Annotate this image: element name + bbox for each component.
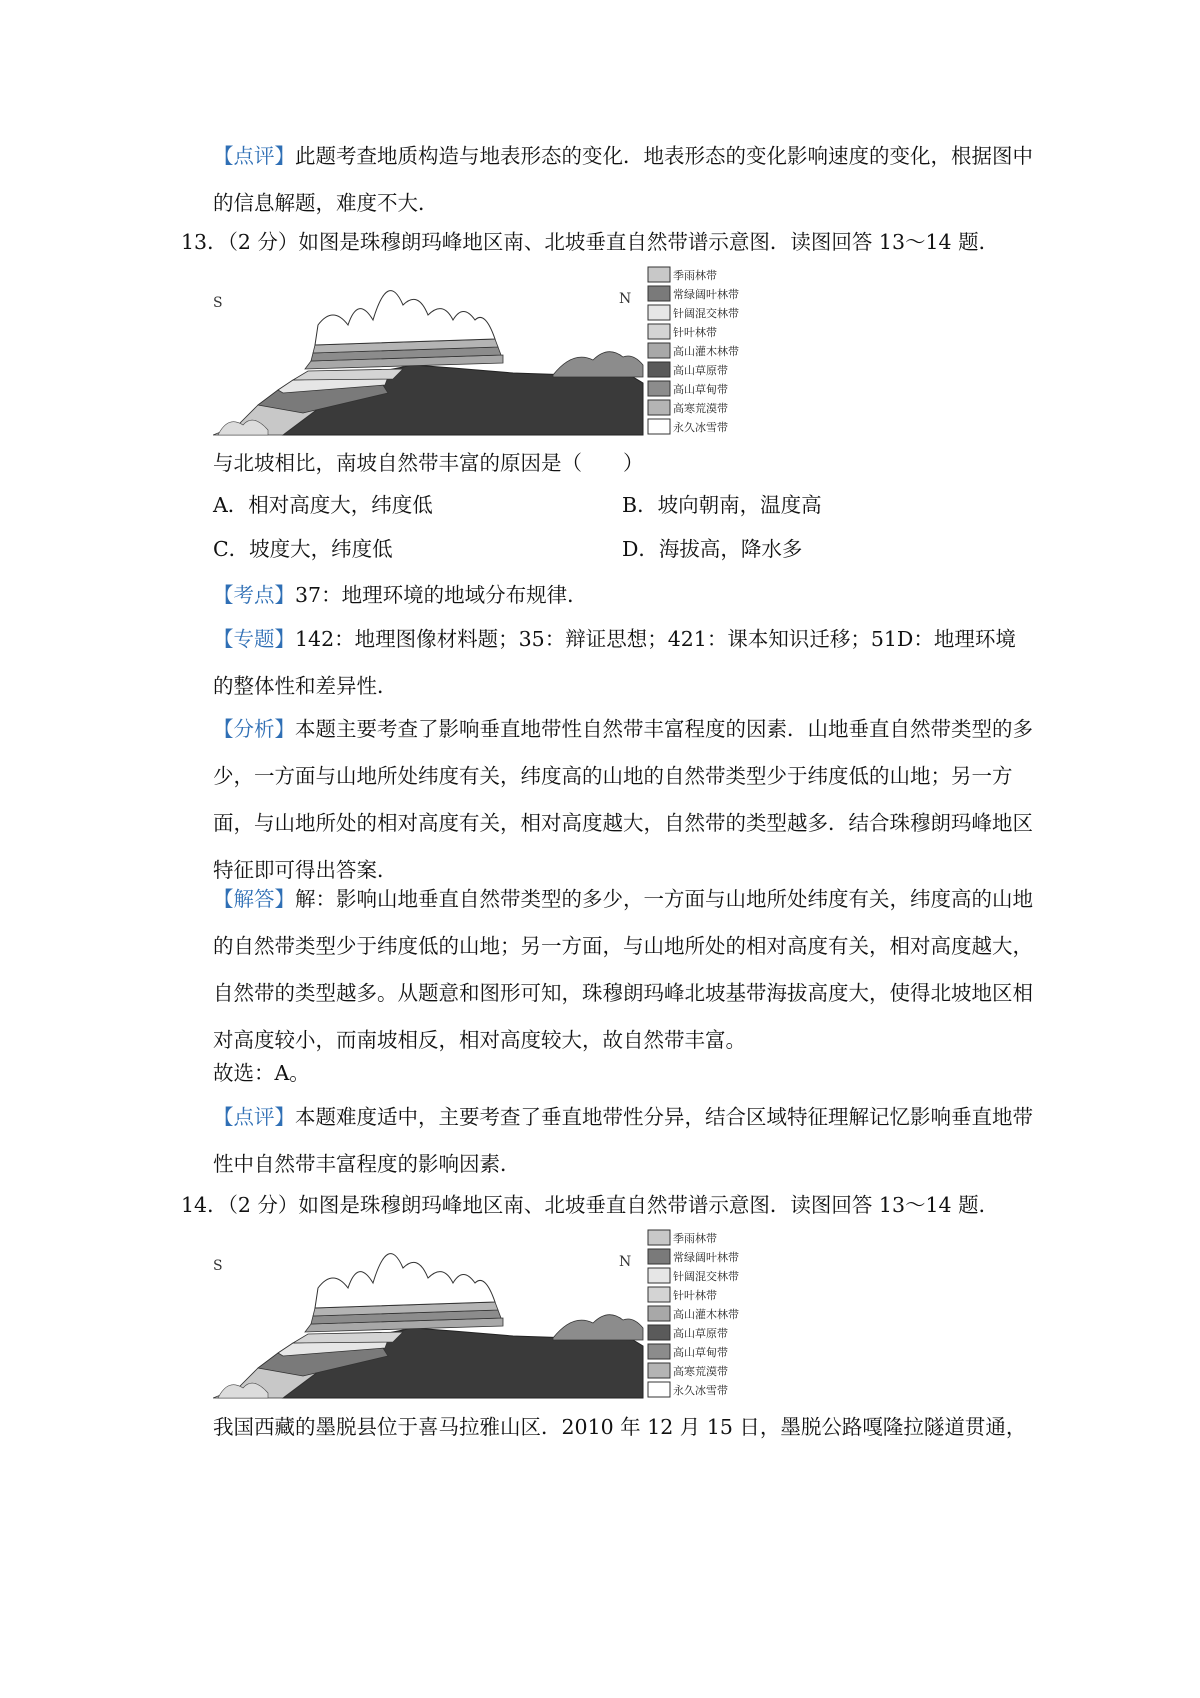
legend-label: 高山草原带	[673, 1327, 728, 1340]
fenxi-text: 本题主要考查了影响垂直地带性自然带丰富程度的因素．山地垂直自然带类型的多少，一方面与山地所处纬度有关，纬度高的山地的自然带类型少于纬度低的山地；另一方面，与山地所处的相对高度有关，相对高度越大，自然带的类型越多．结合珠穆朗玛峰地区特征即可得出答案．	[213, 717, 1033, 882]
legend-swatch	[648, 1325, 670, 1340]
option-a: A．相对高度大，纬度低	[213, 493, 433, 517]
dianping-paragraph	[213, 1094, 1033, 1188]
legend-label: 季雨林带	[673, 1232, 717, 1245]
fenxi-paragraph	[213, 706, 1033, 894]
option-b: B．坡向朝南，温度高	[622, 493, 822, 517]
legend-label: 高山灌木林带	[673, 1308, 739, 1321]
question-13-text: 与北坡相比，南坡自然带丰富的原因是（ ）	[213, 451, 644, 475]
legend-swatch	[648, 1230, 670, 1245]
review-tag: 【点评】	[213, 144, 295, 168]
legend-label: 高寒荒漠带	[673, 402, 728, 415]
zhuanti-text: 142：地理图像材料题；35：辩证思想；421：课本知识迁移；51D：地理环境的整体性和差异性．	[213, 627, 1016, 698]
legend-label: 常绿阔叶林带	[673, 288, 739, 301]
legend-swatch	[648, 1344, 670, 1359]
south-label: S	[213, 295, 223, 311]
option-d: D．海拔高，降水多	[622, 537, 803, 561]
legend-label: 永久冰雪带	[673, 421, 728, 434]
legend-label: 高山草甸带	[673, 383, 728, 396]
legend-label: 高山草甸带	[673, 1346, 728, 1359]
south-label: S	[213, 1258, 223, 1274]
dianping-tag: 【点评】	[213, 1105, 295, 1129]
legend-swatch	[648, 1249, 670, 1264]
legend-swatch	[648, 362, 670, 377]
zhuanti-tag: 【专题】	[213, 627, 295, 651]
legend-swatch	[648, 400, 670, 415]
legend-swatch	[648, 1287, 670, 1302]
option-c: C．坡度大，纬度低	[213, 537, 393, 561]
kaodian-paragraph	[213, 572, 1033, 619]
jieda-text: 解：影响山地垂直自然带类型的多少，一方面与山地所处纬度有关，纬度高的山地的自然带类型少于纬度低的山地；另一方面，与山地所处的相对高度有关，相对高度越大，自然带的类型越多。从题意和图形可知，珠穆朗玛峰北坡基带海拔高度大，使得北坡地区相对高度较小，而南坡相反，相对高度较大，故自然带丰富。	[213, 887, 1033, 1052]
kaodian-tag: 【考点】	[213, 583, 295, 607]
question-14-intro: 我国西藏的墨脱县位于喜马拉雅山区．2010 年 12 月 15 日，墨脱公路嘎隆拉隧道贯通，	[213, 1415, 1027, 1439]
legend	[648, 267, 739, 434]
question-13-stem: 13．（2 分）如图是珠穆朗玛峰地区南、北坡垂直自然带谱示意图．读图回答 13～14 题．	[181, 230, 1000, 254]
figure-q14	[213, 1228, 793, 1410]
legend-label: 永久冰雪带	[673, 1384, 728, 1397]
legend-label: 针阔混交林带	[673, 1270, 739, 1283]
north-label: N	[619, 291, 632, 307]
legend-label: 高山灌木林带	[673, 345, 739, 358]
legend-label: 季雨林带	[673, 269, 717, 282]
zhuanti-paragraph	[213, 616, 1033, 710]
fenxi-tag: 【分析】	[213, 717, 295, 741]
review-paragraph	[213, 133, 1033, 227]
legend-swatch	[648, 305, 670, 320]
answer-line: 故选：A。	[213, 1061, 310, 1085]
legend-swatch	[648, 1363, 670, 1378]
legend-label: 针阔混交林带	[673, 307, 739, 320]
legend-label: 针叶林带	[673, 1289, 717, 1302]
legend-label: 针叶林带	[673, 326, 717, 339]
review-text: 此题考查地质构造与地表形态的变化．地表形态的变化影响速度的变化，根据图中的信息解题，难度不大．	[213, 144, 1033, 215]
legend-swatch	[648, 286, 670, 301]
landscape-section	[213, 1254, 643, 1398]
landscape-section	[213, 291, 643, 435]
legend-swatch	[648, 1382, 670, 1397]
legend-label: 高寒荒漠带	[673, 1365, 728, 1378]
jieda-paragraph	[213, 876, 1033, 1064]
legend-swatch	[648, 419, 670, 434]
vertical-zone-diagram	[213, 1228, 793, 1410]
legend-label: 高山草原带	[673, 364, 728, 377]
dianping-text: 本题难度适中，主要考查了垂直地带性分异，结合区域特征理解记忆影响垂直地带性中自然带丰富程度的影响因素．	[213, 1105, 1033, 1176]
figure-q13	[213, 265, 793, 447]
kaodian-text: 37：地理环境的地域分布规律．	[295, 583, 588, 607]
legend-swatch	[648, 343, 670, 358]
legend-swatch	[648, 324, 670, 339]
jieda-tag: 【解答】	[213, 887, 295, 911]
legend-swatch	[648, 1306, 670, 1321]
legend-label: 常绿阔叶林带	[673, 1251, 739, 1264]
legend-swatch	[648, 381, 670, 396]
north-label: N	[619, 1254, 632, 1270]
legend-swatch	[648, 1268, 670, 1283]
vertical-zone-diagram	[213, 265, 793, 447]
legend-swatch	[648, 267, 670, 282]
question-14-stem: 14．（2 分）如图是珠穆朗玛峰地区南、北坡垂直自然带谱示意图．读图回答 13～14 题．	[181, 1193, 1000, 1217]
legend	[648, 1230, 739, 1397]
